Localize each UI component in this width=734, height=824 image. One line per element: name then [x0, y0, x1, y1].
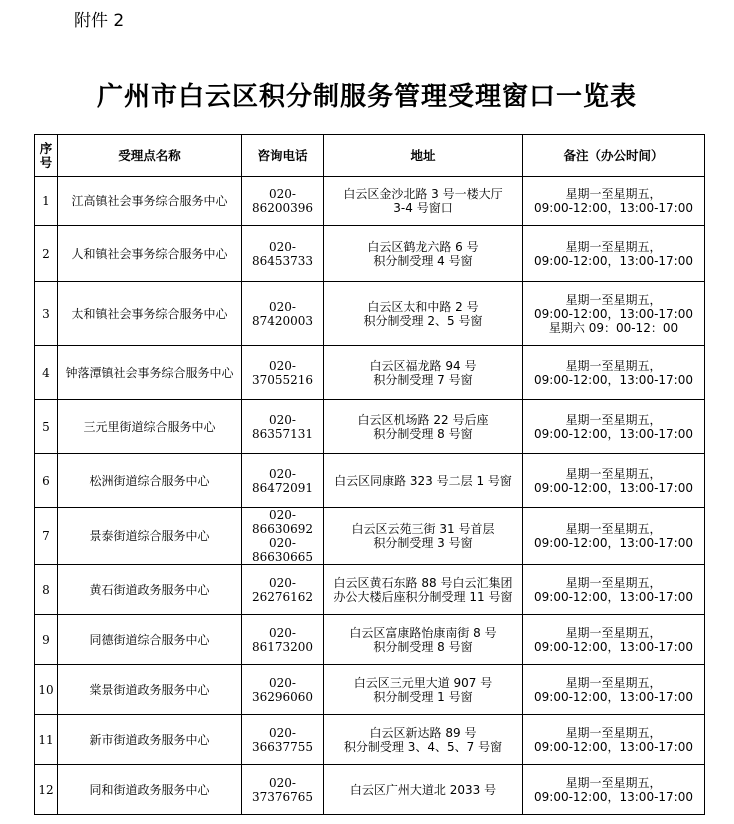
row-phone: 020-36637755: [242, 715, 324, 765]
row-address: 白云区机场路 22 号后座 积分制受理 8 号窗: [324, 400, 523, 454]
table-row: [35, 715, 705, 765]
row-address: 白云区富康路怡康南街 8 号 积分制受理 8 号窗: [324, 615, 523, 665]
table-body: [35, 177, 705, 815]
row-phone: 020-86630692 020-86630665: [242, 508, 324, 565]
row-note: 星期一至星期五， 09:00-12:00，13:00-17:00: [523, 454, 705, 508]
row-phone: 020-86472091: [242, 454, 324, 508]
table-row: [35, 346, 705, 400]
header-num: 序号: [35, 135, 58, 177]
header-address: 地址: [324, 135, 523, 177]
row-num: 5: [35, 400, 58, 454]
row-note: 星期一至星期五， 09:00-12:00，13:00-17:00: [523, 715, 705, 765]
table-row: [35, 508, 705, 565]
row-phone: 020-37376765: [242, 765, 324, 815]
row-name: 人和镇社会事务综合服务中心: [58, 226, 242, 282]
row-note: 星期一至星期五， 09:00-12:00，13:00-17:00: [523, 400, 705, 454]
row-phone: 020-26276162: [242, 565, 324, 615]
table-row: [35, 226, 705, 282]
table-header-row: [35, 135, 705, 177]
row-note: 星期一至星期五， 09:00-12:00，13:00-17:00 星期六 09：00-12：00: [523, 282, 705, 346]
header-phone: 咨询电话: [242, 135, 324, 177]
row-name: 景泰街道综合服务中心: [58, 508, 242, 565]
table-row: [35, 177, 705, 226]
row-note: 星期一至星期五， 09:00-12:00，13:00-17:00: [523, 346, 705, 400]
row-phone: 020-87420003: [242, 282, 324, 346]
row-num: 4: [35, 346, 58, 400]
row-name: 三元里街道综合服务中心: [58, 400, 242, 454]
row-note: 星期一至星期五， 09:00-12:00，13:00-17:00: [523, 226, 705, 282]
row-name: 同和街道政务服务中心: [58, 765, 242, 815]
header-name: 受理点名称: [58, 135, 242, 177]
row-name: 同德街道综合服务中心: [58, 615, 242, 665]
table-row: [35, 565, 705, 615]
row-address: 白云区云苑三街 31 号首层 积分制受理 3 号窗: [324, 508, 523, 565]
row-name: 钟落潭镇社会事务综合服务中心: [58, 346, 242, 400]
service-window-table: [34, 134, 705, 815]
row-phone: 020-36296060: [242, 665, 324, 715]
row-num: 12: [35, 765, 58, 815]
row-address: 白云区金沙北路 3 号一楼大厅 3-4 号窗口: [324, 177, 523, 226]
table-row: [35, 282, 705, 346]
row-num: 9: [35, 615, 58, 665]
row-phone: 020-37055216: [242, 346, 324, 400]
row-note: 星期一至星期五， 09:00-12:00，13:00-17:00: [523, 177, 705, 226]
row-note: 星期一至星期五， 09:00-12:00，13:00-17:00: [523, 565, 705, 615]
row-address: 白云区黄石东路 88 号白云汇集团 办公大楼后座积分制受理 11 号窗: [324, 565, 523, 615]
table-row: [35, 400, 705, 454]
row-num: 10: [35, 665, 58, 715]
row-name: 棠景街道政务服务中心: [58, 665, 242, 715]
row-phone: 020-86200396: [242, 177, 324, 226]
row-address: 白云区鹤龙六路 6 号 积分制受理 4 号窗: [324, 226, 523, 282]
row-phone: 020-86453733: [242, 226, 324, 282]
row-note: 星期一至星期五， 09:00-12:00，13:00-17:00: [523, 665, 705, 715]
table-row: [35, 665, 705, 715]
row-note: 星期一至星期五， 09:00-12:00，13:00-17:00: [523, 508, 705, 565]
row-address: 白云区三元里大道 907 号 积分制受理 1 号窗: [324, 665, 523, 715]
row-note: 星期一至星期五， 09:00-12:00，13:00-17:00: [523, 765, 705, 815]
header-note: 备注（办公时间）: [523, 135, 705, 177]
row-num: 7: [35, 508, 58, 565]
row-num: 2: [35, 226, 58, 282]
row-address: 白云区福龙路 94 号 积分制受理 7 号窗: [324, 346, 523, 400]
row-num: 8: [35, 565, 58, 615]
row-num: 6: [35, 454, 58, 508]
row-name: 新市街道政务服务中心: [58, 715, 242, 765]
row-name: 江高镇社会事务综合服务中心: [58, 177, 242, 226]
row-num: 11: [35, 715, 58, 765]
row-address: 白云区广州大道北 2033 号: [324, 765, 523, 815]
row-phone: 020-86173200: [242, 615, 324, 665]
table-row: [35, 454, 705, 508]
row-num: 3: [35, 282, 58, 346]
row-num: 1: [35, 177, 58, 226]
row-name: 太和镇社会事务综合服务中心: [58, 282, 242, 346]
row-name: 黄石街道政务服务中心: [58, 565, 242, 615]
attachment-label: 附件 2: [74, 11, 125, 31]
page-title: 广州市白云区积分制服务管理受理窗口一览表: [96, 82, 637, 112]
table-row: [35, 765, 705, 815]
row-phone: 020-86357131: [242, 400, 324, 454]
row-address: 白云区同康路 323 号二层 1 号窗: [324, 454, 523, 508]
row-address: 白云区太和中路 2 号 积分制受理 2、5 号窗: [324, 282, 523, 346]
row-note: 星期一至星期五， 09:00-12:00，13:00-17:00: [523, 615, 705, 665]
table-row: [35, 615, 705, 665]
row-address: 白云区新达路 89 号 积分制受理 3、4、5、7 号窗: [324, 715, 523, 765]
row-name: 松洲街道综合服务中心: [58, 454, 242, 508]
